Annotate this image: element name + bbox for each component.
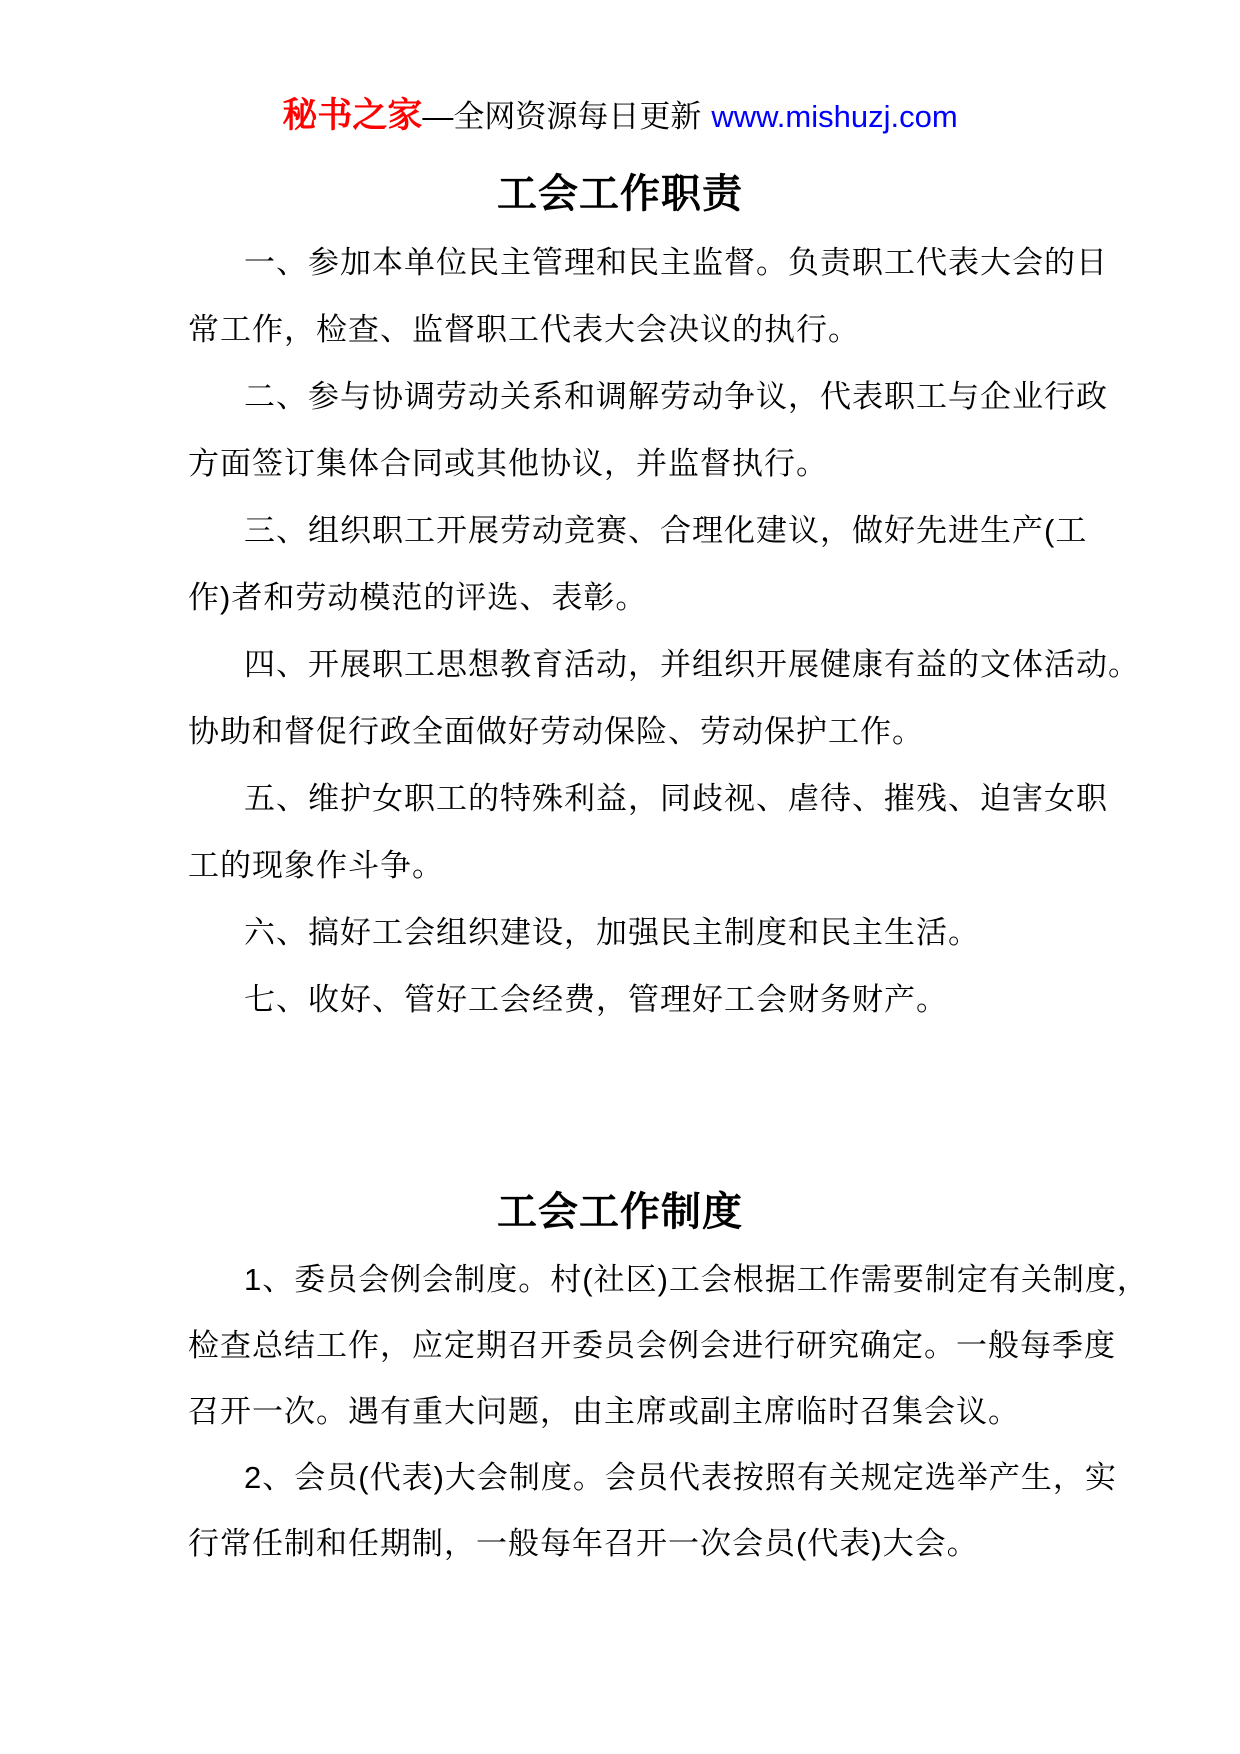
- text-line: 五、维护女职工的特殊利益，同歧视、虐待、摧残、迫害女职: [244, 781, 1108, 816]
- header-tagline: —全网资源每日更新: [422, 99, 702, 134]
- section-1-body: [188, 229, 1140, 1033]
- site-url-link[interactable]: www.mishuzj.com: [711, 99, 958, 134]
- text-line: 七、收好、管好工会经费，管理好工会财务财产。: [244, 982, 948, 1017]
- site-header: [0, 94, 1240, 139]
- text-line: 1、委员会例会制度。村(社区)工会根据工作需要制定有关制度，: [244, 1262, 1149, 1297]
- text-line: 协助和督促行政全面做好劳动保险、劳动保护工作。: [188, 714, 924, 749]
- paragraph-duty-5: [188, 765, 1108, 899]
- section-2-title: 工会工作制度: [497, 1190, 743, 1234]
- paragraph-duty-2: [188, 363, 1108, 497]
- paragraph-duty-3: [188, 497, 1094, 631]
- paragraph-rule-1: [188, 1247, 1149, 1445]
- text-line: 工的现象作斗争。: [188, 848, 444, 883]
- section-2-body: [188, 1247, 1149, 1577]
- text-line: 方面签订集体合同或其他协议，并监督执行。: [188, 446, 828, 481]
- text-line: 四、开展职工思想教育活动，并组织开展健康有益的文体活动。: [244, 647, 1140, 682]
- paragraph-rule-2: [188, 1445, 1117, 1577]
- paragraph-duty-1: [188, 229, 1108, 363]
- text-line: 一、参加本单位民主管理和民主监督。负责职工代表大会的日: [244, 245, 1108, 280]
- paragraph-duty-4: [188, 631, 1140, 765]
- text-line: 2、会员(代表)大会制度。会员代表按照有关规定选举产生，实: [244, 1460, 1117, 1495]
- text-line: 召开一次。遇有重大问题，由主席或副主席临时召集会议。: [188, 1394, 1020, 1429]
- text-line: 常工作，检查、监督职工代表大会决议的执行。: [188, 312, 860, 347]
- text-line: 作)者和劳动模范的评选、表彰。: [188, 580, 648, 615]
- paragraph-duty-6: [188, 899, 1094, 966]
- text-line: 行常任制和任期制，一般每年召开一次会员(代表)大会。: [188, 1526, 979, 1561]
- site-brand-text: 秘书之家: [282, 96, 423, 135]
- section-1-title: 工会工作职责: [497, 172, 743, 216]
- text-line: 检查总结工作，应定期召开委员会例会进行研究确定。一般每季度: [188, 1328, 1116, 1363]
- text-line: 三、组织职工开展劳动竞赛、合理化建议，做好先进生产(工: [244, 513, 1088, 548]
- text-line: 六、搞好工会组织建设，加强民主制度和民主生活。: [244, 915, 980, 950]
- paragraph-duty-7: [188, 966, 1094, 1033]
- text-line: 二、参与协调劳动关系和调解劳动争议，代表职工与企业行政: [244, 379, 1108, 414]
